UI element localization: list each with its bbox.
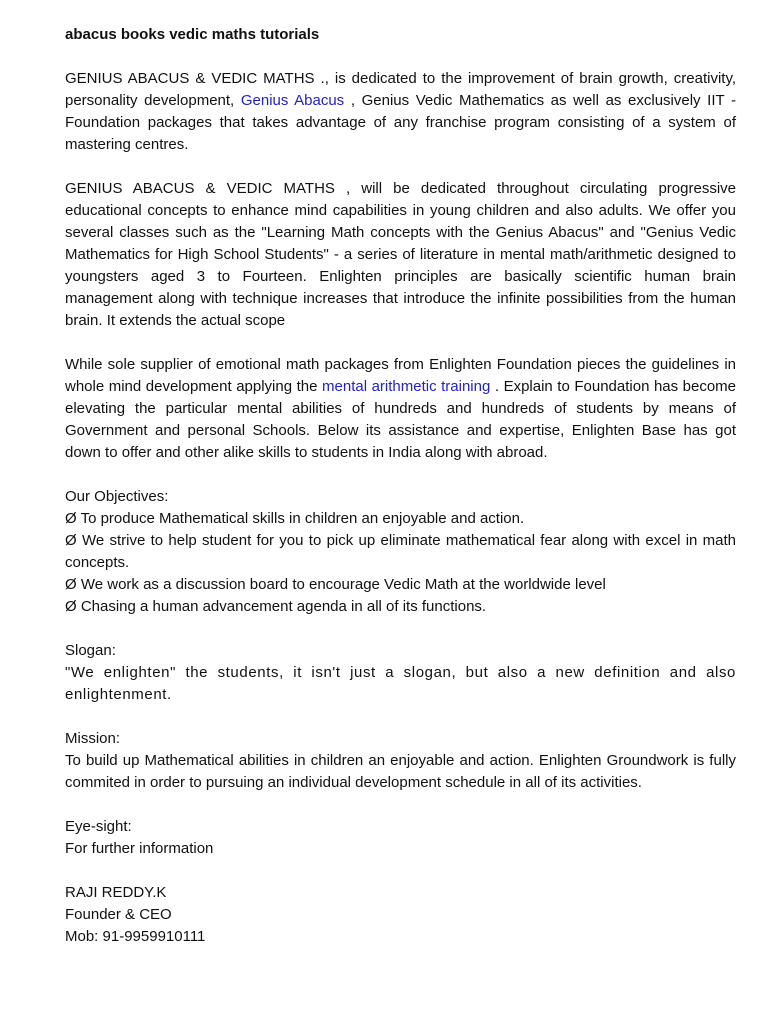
mission-text: To build up Mathematical abilities in children an enjoyable and action. Enlighten Groundwork is fully commited in order to pursuing an individual development schedule in all of its activities. bbox=[65, 752, 736, 791]
objective-item: Ø Chasing a human advancement agenda in all of its functions. bbox=[65, 598, 487, 615]
intro-text-part1: GENIUS ABACUS & VEDIC MATHS ., is dedicated to the improvement of brain growth, creativity, personality development, bbox=[65, 70, 736, 109]
mental-arithmetic-link[interactable]: mental arithmetic training bbox=[322, 378, 491, 395]
slogan-text: "We enlighten" the students, it isn't just a slogan, but also a new definition and also enlightenment. bbox=[65, 664, 736, 703]
supplier-text-part2: . Explain to Foundation has become elevating the particular mental abilities of hundreds and hundreds of students by means of Government and personal Schools. Below its assistance and expertise, Enlighten Base has got down to offer and other alike skills to students in India along with abroad. bbox=[65, 378, 737, 461]
eyesight-text: For further information bbox=[65, 840, 214, 857]
intro-paragraph bbox=[65, 68, 736, 156]
objective-item: Ø To produce Mathematical skills in children an enjoyable and action. bbox=[65, 510, 525, 527]
document-title: abacus books vedic maths tutorials bbox=[65, 26, 320, 43]
eyesight-heading: Eye-sight: bbox=[65, 818, 132, 835]
objective-item: Ø We strive to help student for you to pick up eliminate mathematical fear along with excel in math concepts. bbox=[65, 532, 736, 571]
description-paragraph: GENIUS ABACUS & VEDIC MATHS , will be dedicated throughout circulating progressive educational concepts to enhance mind capabilities in young children and also adults. We offer you several classes such as the "Learning Math concepts with the Genius Abacus" and "Genius Vedic Mathematics for High School Students" - a series of literature in mental math/arithmetic designed to youngsters aged 3 to Fourteen. Enlighten principles are basically scientific human brain management along with technique increases that introduce the infinite possibilities from the human brain. It extends the actual scope bbox=[65, 180, 736, 329]
slogan-section bbox=[65, 640, 736, 706]
supplier-text-part1: While sole supplier of emotional math packages from Enlighten Foundation pieces the guidelines in whole mind development applying the bbox=[65, 356, 736, 395]
objectives-heading: Our Objectives: bbox=[65, 488, 169, 505]
intro-text-part2: , Genius Vedic Mathematics as well as exclusively IIT - Foundation packages that takes advantage of any franchise program consisting of a system of mastering centres. bbox=[65, 92, 737, 153]
genius-abacus-link[interactable]: Genius Abacus bbox=[240, 92, 345, 109]
document-page bbox=[65, 24, 736, 970]
mission-section bbox=[65, 728, 736, 794]
mission-heading: Mission: bbox=[65, 730, 121, 747]
contact-section bbox=[65, 882, 736, 948]
contact-name: RAJI REDDY.K bbox=[65, 884, 167, 901]
contact-phone: Mob: 91-9959910111 bbox=[65, 928, 206, 945]
objectives-section bbox=[65, 486, 736, 618]
slogan-heading: Slogan: bbox=[65, 642, 116, 659]
supplier-paragraph bbox=[65, 354, 736, 464]
contact-role: Founder & CEO bbox=[65, 906, 172, 923]
eyesight-section bbox=[65, 816, 736, 860]
objective-item: Ø We work as a discussion board to encourage Vedic Math at the worldwide level bbox=[65, 576, 606, 593]
